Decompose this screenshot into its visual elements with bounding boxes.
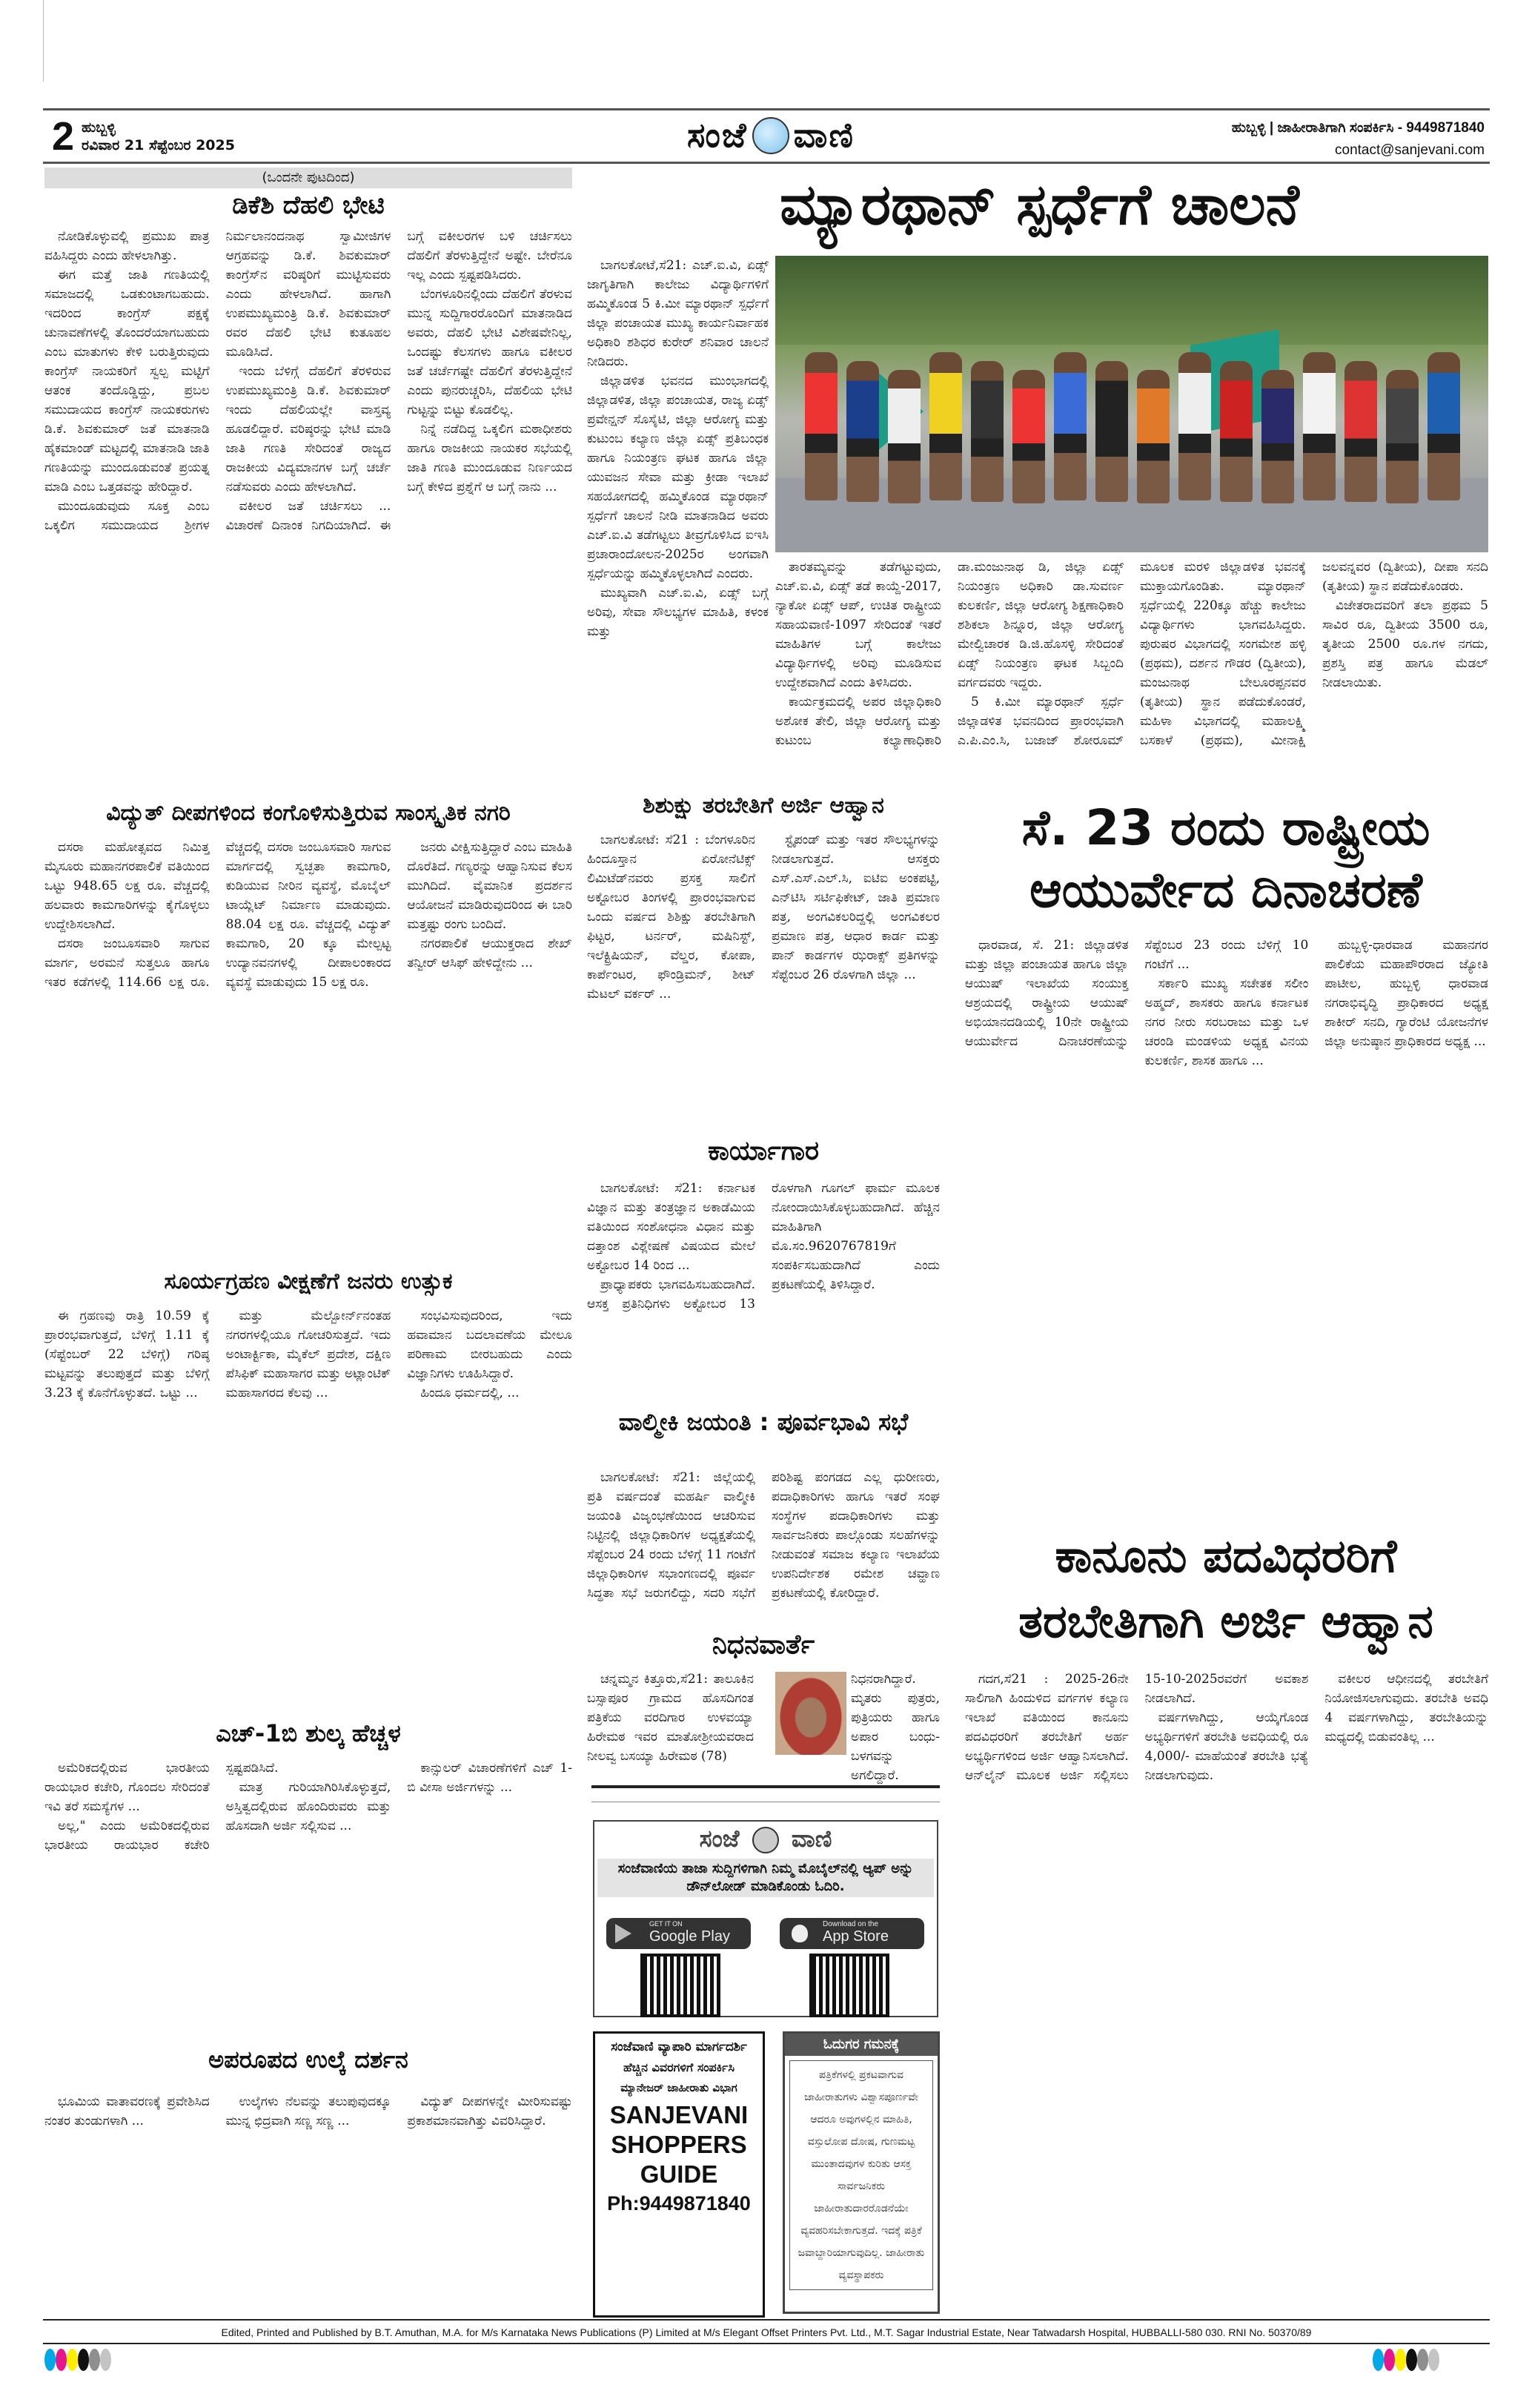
paragraph: ಬೆಂಗಳೂರಿನಲ್ಲಿಂದು ದೆಹಲಿಗೆ ತೆರಳುವ ಮುನ್ನ ಸುದ್ದಿಗಾರರೊಂದಿಗೆ ಮಾತನಾಡಿದ ಅವರು, ದೆಹಲಿ ಭೇಟಿ ವಿಶೇಷವೇನಿಲ್ಲ, ಒಂದಷ್ಟು ಕೆಲಸಗಳು ಹಾಗೂ ವಕೀಲರ ಜತೆ ಚರ್ಚೆಗಷ್ಟೇ ದೆಹಲಿಗೆ ತೆರಳುತ್ತಿದ್ದೇನೆ ಎಂದು ಪುನರುಚ್ಚರಿಸಿ, ದೆಹಲಿಯ ಭೇಟಿ ಗುಟ್ಟನ್ನು ಬಿಟ್ಟು ಕೊಡಲಿಲ್ಲ.	[407, 287, 572, 417]
paragraph: ಮತ್ತು ಮೆಲ್ಬೋರ್ನ್‌ನಂತಹ ನಗರಗಳಲ್ಲಿಯೂ ಗೋಚರಿಸುತ್ತದೆ. ಇದು ಅಂಟಾರ್ಕ್ಟಿಕಾ, ಮೈಕೆಲ್ ಪ್ರದೇಶ, ದಕ್ಷಿಣ ಪೆಸಿಫಿಕ್ ಮಹಾಸಾಗರ ಮತ್ತು ಅಟ್ಲಾಂಟಿಕ್ ಮಹಾಸಾಗರದ ಕೆಲವು ...	[225, 1309, 391, 1400]
registration-dot	[1428, 2349, 1439, 2371]
notice-title: ಓದುಗರ ಗಮನಕ್ಕೆ	[785, 2034, 938, 2056]
paragraph: ವಕೀಲರ ಜತೆ ಚರ್ಚಿಸಲು ... ವಿಚಾರಣೆ ದಿನಾಂಕ ನಿಗದಿಯಾಗಿದೆ. ಈ ಬಗ್ಗೆ ವಕೀಲರಗಳ ಬಳಿ ಚರ್ಚಿಸಲು ದೆಹಲಿಗೆ ತೆರಳುತ್ತಿದ್ದೇನೆ ಅಷ್ಟೇ. ಬೇರೆನೂ ಇಲ್ಲ ಎಂದು ಸ್ಪಷ್ಟಪಡಿಸಿದರು.	[225, 229, 572, 533]
headline-h1b: ಎಚ್-1ಬಿ ಶುಲ್ಕ ಹೆಚ್ಚಳ	[216, 1719, 401, 1747]
runner-figure	[1303, 352, 1336, 500]
google-play-big: Google Play	[649, 1928, 730, 1945]
dove-globe-icon	[752, 1827, 779, 1853]
headline-valmiki: ವಾಲ್ಮೀಕಿ ಜಯಂತಿ : ಪೂರ್ವಭಾವಿ ಸಭೆ	[618, 1408, 909, 1436]
app-download-ad[interactable]	[593, 1820, 938, 2017]
paragraph: 5 ಕಿ.ಮೀ ಮ್ಯಾರಥಾನ್ ಸ್ಪರ್ಧೆ ಜಿಲ್ಲಾಡಳಿತ ಭವನದಿಂದ ಪ್ರಾರಂಭವಾಗಿ ಎ.ಪಿ.ಎಂ.ಸಿ, ಬಜಾಜ್ ಶೋರೂಮ್ ಮೂಲಕ ಮರಳಿ ಜಿಲ್ಲಾಡಳಿತ ಭವನಕ್ಕೆ ಮುಕ್ತಾಯಗೊಂಡಿತು. ಮ್ಯಾರಥಾನ್ ಸ್ಪರ್ಧೆಯಲ್ಲಿ 220ಕ್ಕೂ ಹೆಚ್ಚು ಕಾಲೇಜು ವಿದ್ಯಾರ್ಥಿಗಳು ಭಾಗವಹಿಸಿದ್ದರು. ಪುರುಷರ ವಿಭಾಗದಲ್ಲಿ ಸಂಗಮೇಶ ಹಳ್ಳಿ (ಪ್ರಥಮ), ದರ್ಶನ ಗೌಡರ (ದ್ವಿತೀಯ), ಮಂಜುನಾಥ ಬೇಲೂರಪ್ಪನವರ (ತೃತೀಯ) ಸ್ಥಾನ ಪಡೆದುಕೊಂಡರೆ, ಮಹಿಳಾ ವಿಭಾಗದಲ್ಲಿ ಮಹಾಲಕ್ಷ್ಮಿ ಬಸಕಾಳೆ (ಪ್ರಥಮ), ಮೀನಾಕ್ಷಿ ಜಲವನ್ನವರ (ದ್ವಿತೀಯ), ದೀಪಾ ಸನದಿ (ತೃತೀಯ) ಸ್ಥಾನ ಪಡೆದುಕೊಂಡರು.	[958, 560, 1488, 748]
shoppers-line3: ಮ್ಯಾನೇಜರ್ ಜಾಹೀರಾತು ವಿಭಾಗ	[620, 2081, 737, 2094]
google-play-button[interactable]	[606, 1918, 751, 1949]
shoppers-title: SANJEVANI SHOPPERS GUIDE	[609, 2101, 749, 2188]
road	[775, 478, 1488, 552]
paragraph: ದಸರಾ ಜಂಬೂಸವಾರಿ ಸಾಗುವ ಮಾರ್ಗ, ಅರಮನೆ ಸುತ್ತಲೂ ಹಾಗೂ ಇತರ ಕಡೆಗಳಲ್ಲಿ 114.66 ಲಕ್ಷ ರೂ. ವೆಚ್ಚದಲ್ಲಿ ದಸರಾ ಜಂಬೂಸವಾರಿ ಸಾಗುವ ಮಾರ್ಗದಲ್ಲಿ ಸ್ವಚ್ಛತಾ ಕಾಮಗಾರಿ, ಕುಡಿಯುವ ನೀರಿನ ವ್ಯವಸ್ಥೆ, ಮೊಬೈಲ್ ಟಾಯ್ಲೆಟ್ ನಿರ್ಮಾಣ ಮಾಡುವುದು. 88.04 ಲಕ್ಷ ರೂ. ವೆಚ್ಚದಲ್ಲಿ ವಿದ್ಯುತ್ ಕಾಮಗಾರಿ, 20 ಕ್ಕೂ ಮೇಲ್ಪಟ್ಟ ಉದ್ಯಾನವನಗಳಲ್ಲಿ ದೀಪಾಲಂಕಾರದ ವ್ಯವಸ್ಥೆ ಮಾಡುವುದು 15 ಲಕ್ಷ ರೂ.	[44, 840, 391, 990]
paragraph: ಸರ್ಕಾರಿ ಮುಖ್ಯ ಸಚೇತಕ ಸಲೀಂ ಅಹ್ಮದ್, ಶಾಸಕರು ಹಾಗೂ ಕರ್ನಾಟಕ ನಗರ ನೀರು ಸರಬರಾಜು ಮತ್ತು ಒಳ ಚರಂಡಿ ಮಂಡಳಿಯ ಅಧ್ಯಕ್ಷ ವಿನಯ ಕುಲಕರ್ಣಿ, ಶಾಸಕ ಹಾಗೂ ...	[1144, 976, 1309, 1068]
paragraph: ಸ್ಟೈಪಂಡ್ ಮತ್ತು ಇತರ ಸೌಲಭ್ಯಗಳನ್ನು ನೀಡಲಾಗುತ್ತದೆ. ಆಸಕ್ತರು ಎಸ್.ಎಸ್.ಎಲ್.ಸಿ, ಐಟಿಐ ಅಂಕಪಟ್ಟಿ, ಎನ್‌ಟಿಸಿ ಸರ್ಟಿಫಿಕೇಟ್, ಜಾತಿ ಪ್ರಮಾಣ ಪತ್ರ, ಅಂಗವಿಕಲರಿದ್ದಲ್ಲಿ ಅಂಗವಿಕಲರ ಪ್ರಮಾಣ ಪತ್ರ, ಆಧಾರ ಕಾರ್ಡ ಮತ್ತು ಪಾನ್ ಕಾರ್ಡಗಳ ಝರಾಕ್ಸ್ ಪ್ರತಿಗಳನ್ನು ಸೆಪ್ಟೆಂಬರ 26 ರೊಳಗಾಗಿ ಜಿಲ್ಲಾ ...	[772, 833, 940, 982]
section-rule	[591, 1785, 940, 1788]
headline-law-line1: ಕಾನೂನು ಪದವಿಧರರಿಗೆ	[1055, 1529, 1397, 1583]
paragraph: ಮುಖ್ಯವಾಗಿ ಎಚ್.ಐ.ವಿ, ಏಡ್ಸ್ ಬಗ್ಗೆ ಅರಿವು, ಸೇವಾ ಸೌಲಭ್ಯಗಳ ಮಾಹಿತಿ, ಕಳಂಕ ಮತ್ತು	[587, 586, 769, 639]
headline-law-line2: ತರಬೇತಿಗಾಗಿ ಅರ್ಜಿ ಆಹ್ವಾನ	[1018, 1594, 1433, 1648]
article-apprentice-body	[587, 830, 940, 1127]
runner-figure	[846, 361, 879, 502]
runner-figure	[1220, 361, 1253, 502]
paragraph: ಈ ಗ್ರಹಣವು ರಾತ್ರಿ 10.59 ಕ್ಕೆ ಪ್ರಾರಂಭವಾಗುತ್ತದೆ, ಬೆಳಿಗ್ಗೆ 1.11 ಕ್ಕೆ (ಸೆಪ್ಟೆಂಬರ್ 22 ಬೆಳಿಗ್ಗೆ) ಗರಿಷ್ಠ ಮಟ್ಟವನ್ನು ತಲುಪುತ್ತದೆ ಮತ್ತು ಬೆಳಿಗ್ಗೆ 3.23 ಕ್ಕೆ ಕೊನೆಗೊಳ್ಳುತದೆ. ಒಟ್ಟು ...	[44, 1309, 210, 1400]
ad-contact: ಹುಬ್ಬಳ್ಳಿ | ಜಾಹೀರಾತಿಗಾಗಿ ಸಂಪರ್ಕಿಸಿ - 9449871840	[1231, 120, 1485, 136]
runner-figure	[971, 361, 1004, 502]
headline-ayurveda-line1: ಸೆ. 23 ರಂದು ರಾಷ್ಟ್ರೀಯ	[1021, 799, 1430, 856]
dove-globe-icon	[752, 117, 789, 154]
paragraph: ದಸರಾ ಮಹೋತ್ಸವದ ನಿಮಿತ್ತ ಮೈಸೂರು ಮಹಾನಗರಪಾಲಿಕೆ ವತಿಯಿಂದ ಒಟ್ಟು 948.65 ಲಕ್ಷ ರೂ. ವೆಚ್ಚದಲ್ಲಿ ಹಲವಾರು ಕಾಮಗಾರಿಗಳನ್ನು ಕೈಗೊಳ್ಳಲು ಉದ್ದೇಶಿಸಲಾಗಿದೆ.	[44, 840, 210, 932]
continued-label: (ಒಂದನೇ ಪುಟದಿಂದ)	[44, 168, 572, 188]
paragraph: ಕಾರ್ಯಕ್ರಮದಲ್ಲಿ ಅಪರ ಜಿಲ್ಲಾಧಿಕಾರಿ ಅಶೋಕ ತೇಲಿ, ಜಿಲ್ಲಾ ಆರೋಗ್ಯ ಮತ್ತು ಕುಟುಂಬ ಕಲ್ಯಾಣಾಧಿಕಾರಿ ಡಾ.ಮಂಜುನಾಥ ಡಿ, ಜಿಲ್ಲಾ ಏಡ್ಸ್ ನಿಯಂತ್ರಣ ಅಧಿಕಾರಿ ಡಾ.ಸುವರ್ಣ ಕುಲಕರ್ಣಿ, ಜಿಲ್ಲಾ ಆರೋಗ್ಯ ಶಿಕ್ಷಣಾಧಿಕಾರಿ ಶಶಿಕಲಾ ಶಿನ್ನೂರ, ಜಿಲ್ಲಾ ಆರೋಗ್ಯ ಮೇಲ್ವಿಚಾರಕ ಡಿ.ಜಿ.ಹೊಸಳ್ಳಿ ಸೇರಿದಂತೆ ಏಡ್ಸ್ ನಿಯಂತ್ರಣ ಘಟಕ ಸಿಬ್ಬಂದಿ ವರ್ಗದವರು ಇದ್ದರು.	[775, 560, 1124, 748]
runner-figure	[1012, 370, 1045, 503]
paragraph: ಬಾಗಲಕೋಟೆ: ಸೆ21: ಜಿಲ್ಲೆಯಲ್ಲಿ ಪ್ರತಿ ವರ್ಷದಂತೆ ಮಹರ್ಷಿ ವಾಲ್ಮೀಕಿ ಜಯಂತಿ ವಿಜೃಂಭಣೆಯಿಂದ ಆಚರಿಸುವ ನಿಟ್ಟಿನಲ್ಲಿ ಜಿಲ್ಲಾಧಿಕಾರಿಗಳ ಅಧ್ಯಕ್ಷತೆಯಲ್ಲಿ ಸೆಪ್ಟೆಂಬರ 24 ರಂದು ಬೆಳಿಗ್ಗೆ 11 ಗಂಟೆಗೆ ಜಿಲ್ಲಾಧಿಕಾರಿಗಳ ಸಭಾಂಗಣದಲ್ಲಿ ಪೂರ್ವ ಸಿದ್ಧತಾ ಸಭೆ ಜರುಗಲಿದ್ದು, ಸದರಿ ಸಭೆಗೆ ಪರಿಶಿಷ್ಟ ಪಂಗಡದ ಎಲ್ಲ ಧುರೀಣರು, ಪದಾಧಿಕಾರಿಗಳು ಹಾಗೂ ಇತರೆ ಸಂಘ ಸಂಸ್ಥೆಗಳ ಪದಾಧಿಕಾರಿಗಳು ಮತ್ತು ಸಾರ್ವಜನಿಕರು ಪಾಲ್ಗೊಂಡು ಸಲಹೆಗಳನ್ನು ನೀಡುವಂತೆ ಸಮಾಜ ಕಲ್ಯಾಣ ಇಲಾಖೆಯ ಉಪನಿರ್ದೇಶಕ ರಮೇಶ ಚವ್ಹಾಣ ಪ್ರಕಟಣೆಯಲ್ಲಿ ಕೋರಿದ್ದಾರೆ.	[587, 1470, 940, 1601]
article-marathon-lead	[587, 256, 769, 786]
header-contact	[1232, 117, 1485, 162]
registration-dot	[56, 2349, 67, 2371]
paragraph: ಇಂದು ಬೆಳಿಗ್ಗೆ ದೆಹಲಿಗೆ ತೆರಳಿರುವ ಉಪಮುಖ್ಯಮಂತ್ರಿ ಡಿ.ಕೆ. ಶಿವಕುಮಾರ್ ಇಂದು ದೆಹಲಿಯಲ್ಲೇ ವಾಸ್ತವ್ಯ ಹೂಡಲಿದ್ದಾರೆ. ವರಿಷ್ಠರನ್ನು ಭೇಟಿ ಮಾಡಿ ಜಾತಿ ಗಣತಿ ಸೇರಿದಂತೆ ರಾಜ್ಯದ ರಾಜಕೀಯ ವಿದ್ಯಮಾನಗಳ ಬಗ್ಗೆ ಚರ್ಚೆ ನಡೆಸುವರು ಎಂದು ಹೇಳಲಾಗಿದೆ.	[225, 364, 391, 494]
paragraph: ಸಂಭವಿಸುವುದರಿಂದ, ಇದು ಹವಾಮಾನ ಬದಲಾವಣೆಯ ಮೇಲೂ ಪರಿಣಾಮ ಬೀರಬಹುದು ಎಂದು ವಿಜ್ಞಾನಿಗಳು ಊಹಿಸಿದ್ದಾರೆ.	[407, 1309, 572, 1381]
notice-text: ಪತ್ರಿಕೆಗಳಲ್ಲಿ ಪ್ರಕಟವಾಗುವ ಜಾಹೀರಾತುಗಳು ವಿಶ್ವಾಸಪೂರ್ಣವೇ ಆದರೂ ಅವುಗಳಲ್ಲಿನ ಮಾಹಿತಿ, ವಸ್ತುಲೋಪ ದೋಷ, ಗುಣಮಟ್ಟ ಮುಂತಾದವುಗಳ ಕುರಿತು ಆಸಕ್ತ ಸಾರ್ವಜನಿಕರು ಜಾಹೀರಾತುದಾರರೊಡನೆಯೇ ವ್ಯವಹರಿಸಬೇಕಾಗುತ್ತದೆ. ಇದಕ್ಕೆ ಪತ್ರಿಕೆ ಜವಾಬ್ದಾರಿಯಾಗುವುದಿಲ್ಲ. ಜಾಹೀರಾತು ವ್ಯವಸ್ಥಾಪಕರು	[789, 2060, 933, 2290]
play-icon	[615, 1924, 631, 1943]
paragraph: ಬಾಗಲಕೋಟೆ,ಸೆ21: ಎಚ್.ಐ.ವಿ, ಏಡ್ಸ್ ಜಾಗೃತಿಗಾಗಿ ಕಾಲೇಜು ವಿದ್ಯಾರ್ಥಿಗಳಿಗೆ ಹಮ್ಮಿಕೊಂಡ 5 ಕಿ.ಮೀ ಮ್ಯಾರಥಾನ್ ಸ್ಪರ್ಧೆಗೆ ಜಿಲ್ಲಾ ಪಂಚಾಯತ ಮುಖ್ಯ ಕಾರ್ಯನಿರ್ವಾಹಕ ಅಧಿಕಾರಿ ಶಶಿಧರ ಕುರೇರ್ ಶನಿವಾರ ಚಾಲನೆ ನೀಡಿದರು.	[587, 258, 769, 369]
article-workshop-body	[587, 1179, 940, 1401]
paragraph: ಬಾಗಲಕೋಟೆ: ಸೆ21: ಕರ್ನಾಟಕ ವಿಜ್ಞಾನ ಮತ್ತು ತಂತ್ರಜ್ಞಾನ ಅಕಾಡೆಮಿಯ ವತಿಯಿಂದ ಸಂಶೋಧನಾ ವಿಧಾನ ಮತ್ತು ದತ್ತಾಂಶ ವಿಶ್ಲೇಷಣೆ ವಿಷಯದ ಮೇಲೆ ಅಕ್ಟೋಬರ 14 ರಿಂದ ...	[587, 1181, 755, 1273]
apple-icon	[792, 1925, 808, 1942]
paragraph: ಹುಬ್ಬಳ್ಳಿ-ಧಾರವಾಡ ಮಹಾನಗರ ಪಾಲಿಕೆಯ ಮಹಾಪೌರರಾದ ಜ್ಯೋತಿ ಪಾಟೀಲ, ಹುಬ್ಬಳ್ಳಿ ಧಾರವಾಡ ನಗರಾಭಿವೃದ್ಧಿ ಪ್ರಾಧಿಕಾರದ ಅಧ್ಯಕ್ಷ ಶಾಕೀರ್ ಸನದಿ, ಗ್ಯಾರೆಂಟಿ ಯೋಜನೆಗಳ ಜಿಲ್ಲಾ ಅನುಷ್ಠಾನ ಪ್ರಾಧಿಕಾರದ ಅಧ್ಯಕ್ಷ ...	[1324, 938, 1488, 1049]
shoppers-phone: Ph:9449871840	[607, 2192, 751, 2214]
runner-figure	[1095, 361, 1128, 502]
article-law-body	[965, 1670, 1488, 2292]
headline-obituary: ನಿಧನವಾರ್ತೆ	[712, 1630, 815, 1660]
top-rule	[43, 108, 1490, 110]
app-logo-left: ಸಂಜೆ	[699, 1825, 740, 1853]
registration-dot	[44, 2349, 56, 2371]
app-ad-message: ಸಂಜೆವಾಣಿಯ ತಾಜಾ ಸುದ್ದಿಗಳಿಗಾಗಿ ನಿಮ್ಮ ಮೊಬೈಲ್‌ನಲ್ಲಿ ಆ್ಯಪ್ ಅನ್ನು ಡೌನ್‌ಲೋಡ್ ಮಾಡಿಕೊಂಡು ಓದಿರಿ.	[597, 1859, 934, 1897]
app-store-button[interactable]	[780, 1918, 924, 1949]
paragraph: ಮುಂದೂಡುವುದು ಸೂಕ್ತ ಎಂಬ ಒಕ್ಕಲಿಗ ಸಮುದಾಯದ ಶ್ರೀಗಳ ನಿರ್ಮಲಾನಂದನಾಥ ಸ್ವಾಮೀಜಿಗಳ ಆಗ್ರಹವನ್ನು ಡಿ.ಕೆ. ಶಿವಕುಮಾರ್ ಕಾಂಗ್ರೆಸ್‌ನ ವರಿಷ್ಠರಿಗೆ ಮುಟ್ಟಿಸುವರು ಎಂದು ಹೇಳಲಾಗಿದೆ. ಹಾಗಾಗಿ ಉಪಮುಖ್ಯಮಂತ್ರಿ ಡಿ.ಕೆ. ಶಿವಕುಮಾರ್ ರವರ ದೆಹಲಿ ಭೇಟಿ ಕುತೂಹಲ ಮೂಡಿಸಿದೆ.	[44, 229, 391, 533]
runner-figure	[1178, 352, 1211, 500]
app-store-small: Download on the	[823, 1920, 879, 1928]
shoppers-line1: ಸಂಜೆವಾಣಿ ವ್ಯಾಪಾರಿ ಮಾರ್ಗದರ್ಶಿ	[611, 2040, 747, 2054]
headline-workshop: ಕಾರ್ಯಾಗಾರ	[707, 1136, 820, 1166]
paragraph: ಕಾನ್ಸುಲರ್ ವಿಚಾರಣೆಗಳಿಗೆ ಎಚ್ 1-ಬಿ ವೀಸಾ ಅರ್ಜಿಗಳನ್ನು ...	[407, 1761, 572, 1795]
paragraph: ತಾರತಮ್ಯವನ್ನು ತಡೆಗಟ್ಟುವುದು, ಎಚ್.ಐ.ವಿ, ಏಡ್ಸ್ ತಡೆ ಕಾಯ್ದೆ-2017, ನ್ಯಾಕೋ ಏಡ್ಸ್ ಆಪ್, ಉಚಿತ ರಾಷ್ಟ್ರೀಯ ಸಹಾಯವಾಣಿ-1097 ಸೇರಿದಂತೆ ಇತರೆ ಮಾಹಿತಿಗಳ ಬಗ್ಗೆ ಕಾಲೇಜು ವಿದ್ಯಾರ್ಥಿಗಳಲ್ಲಿ ಅರಿವು ಮೂಡಿಸುವ ಉದ್ದೇಶವಾಗಿದೆ ಎಂದು ತಿಳಿಸಿದರು.	[775, 560, 941, 690]
registration-dot	[100, 2349, 111, 2371]
paragraph: ಹಿಂದೂ ಧರ್ಮದಲ್ಲಿ, ...	[420, 1386, 520, 1400]
article-meteor-body	[44, 2092, 572, 2292]
registration-dot	[89, 2349, 100, 2371]
page-info	[52, 114, 235, 159]
obituary-left: ಚನ್ನಮ್ಮನ ಕಿತ್ತೂರು,ಸೆ21: ತಾಲೂಕಿನ ಬಸ್ಸಾಪೂರ ಗ್ರಾಮದ ಹೊಸದಿಗಂತ ಪತ್ರಿಕೆಯ ವರದಿಗಾರ ಉಳವಯ್ಯಾ ಹಿರೇಮಠ ಇವರ ಮಾತೋಶ್ರೀಯವರಾದ ನೀಲವ್ವ ಬಸಯ್ಯಾ ಹಿರೇಮಠ (78)	[587, 1672, 754, 1764]
shoppers-guide-ad	[593, 2031, 765, 2318]
paragraph: ನಿನ್ನೆ ನಡೆದಿದ್ದ ಒಕ್ಕಲಿಗ ಮಠಾಧೀಶರು ಹಾಗೂ ರಾಜಕೀಯ ನಾಯಕರ ಸಭೆಯಲ್ಲಿ ಜಾತಿ ಗಣತಿ ಮುಂದೂಡುವ ನಿರ್ಣಯದ ಬಗ್ಗೆ ಕೇಳಿದ ಪ್ರಶ್ನೆಗೆ ಆ ಬಗ್ಗೆ ನಾನು ...	[407, 422, 572, 494]
page-number: 2	[52, 114, 75, 159]
registration-dot	[1406, 2349, 1417, 2371]
obituary-portrait	[775, 1672, 846, 1755]
paragraph: ಧಾರವಾಡ, ಸೆ. 21: ಜಿಲ್ಲಾಡಳಿತ ಮತ್ತು ಜಿಲ್ಲಾ ಪಂಚಾಯತ ಹಾಗೂ ಜಿಲ್ಲಾ ಆಯುಷ್ ಇಲಾಖೆಯ ಸಂಯುಕ್ತ ಆಶ್ರಯದಲ್ಲಿ ರಾಷ್ಟ್ರೀಯ ಆಯುಷ್ ಅಭಿಯಾನದಡಿಯಲ್ಲಿ 10ನೇ ರಾಷ್ಟ್ರೀಯ ಆಯುರ್ವೇದ ದಿನಾಚರಣೆಯನ್ನು ಸೆಪ್ಟೆಂಬರ 23 ರಂದು ಬೆಳಿಗ್ಗೆ 10 ಗಂಟೆಗೆ ...	[965, 938, 1309, 1049]
header-rule	[43, 162, 1490, 164]
registration-dot	[67, 2349, 78, 2371]
registration-dot	[1384, 2349, 1395, 2371]
headline-ayurveda	[964, 797, 1488, 922]
article-h1b-body	[44, 1759, 572, 2033]
headline-eclipse: ಸೂರ್ಯಗ್ರಹಣ ವೀಕ್ಷಣೆಗೆ ಜನರು ಉತ್ಸುಕ	[164, 1268, 453, 1294]
paragraph: ಜಿಲ್ಲಾಡಳಿತ ಭವನದ ಮುಂಭಾಗದಲ್ಲಿ ಜಿಲ್ಲಾಡಳಿತ, ಜಿಲ್ಲಾ ಪಂಚಾಯತ, ರಾಜ್ಯ ಏಡ್ಸ್ ಪ್ರವೇನ್ಷನ್ ಸೊಸೈಟಿ, ಜಿಲ್ಲಾ ಆರೋಗ್ಯ ಮತ್ತು ಕುಟುಂಬ ಕಲ್ಯಾಣ ಜಿಲ್ಲಾ ಏಡ್ಸ್ ಪ್ರತಿಬಂಧಕ ಹಾಗೂ ನಿಯಂತ್ರಣ ಘಟಕ ಹಾಗೂ ಜಿಲ್ಲಾ ಯುವಜನ ಸೇವಾ ಮತ್ತು ಕ್ರೀಡಾ ಇಲಾಖೆ ಸಹಯೋಗದಲ್ಲಿ ಹಮ್ಮಿಕೊಂಡ ಮ್ಯಾರಥಾನ್ ಸ್ಪರ್ಧೆಗೆ ಚಾಲನೆ ನೀಡಿ ಮಾತನಾಡಿದ ಅವರು ಎಚ್.ಐ.ವಿ ತಡೆಗಟ್ಟಲು ತೀವ್ರಗೊಳಿಸಿದ ಐಇಸಿ ಪ್ರಚಾರಾಂದೋಲನ-2025ರ ಅಂಗವಾಗಿ ಸ್ಪರ್ಧೆಯನ್ನು ಹಮ್ಮಿಕೊಳ್ಳಲಾಗಿದೆ ಎಂದರು.	[587, 374, 769, 581]
contact-email[interactable]: contact@sanjevani.com	[1335, 142, 1485, 158]
headline-marathon: ಮ್ಯಾರಥಾನ್ ಸ್ಪರ್ಧೆಗೆ ಚಾಲನೆ	[780, 171, 1299, 237]
left-margin-line	[43, 0, 44, 82]
article-dk-delhi-body	[44, 227, 572, 790]
paragraph: ಭೂಮಿಯ ವಾತಾವರಣಕ್ಕೆ ಪ್ರವೇಶಿಸಿದ ನಂತರ ತುಂಡುಗಳಾಗಿ ...	[44, 2094, 210, 2128]
tree-canopy	[775, 256, 1488, 345]
google-play-small: GET IT ON	[649, 1920, 683, 1928]
headline-apprentice: ಶಿಶುಕ್ಷು ತರಬೇತಿಗೆ ಅರ್ಜಿ ಆಹ್ವಾನ	[643, 793, 884, 818]
masthead-logo	[652, 111, 889, 160]
app-logo-right: ವಾಣಿ	[791, 1825, 832, 1853]
registration-dot	[78, 2349, 89, 2371]
runner-figure	[805, 352, 838, 500]
edition-date: ರವಿವಾರ 21 ಸೆಪ್ಟೆಂಬರ 2025	[82, 137, 235, 153]
article-marathon-rest	[775, 558, 1488, 787]
runner-figure	[929, 352, 962, 500]
paragraph: ಜನರು ವೀಕ್ಷಿಸುತ್ತಿದ್ದಾರೆ ಎಂಬ ಮಾಹಿತಿ ದೊರೆತಿದೆ. ಗಣ್ಯರನ್ನು ಆಹ್ವಾನಿಸುವ ಕೆಲಸ ಮುಗಿದಿದೆ. ವೈಮಾನಿಕ ಪ್ರದರ್ಶನ ಆಯೋಜನೆ ಮಾಡಿರುವುದರಿಂದ ಈ ಬಾರಿ ಮತ್ತಷ್ಟು ರಂಗು ಬಂದಿದೆ.	[407, 840, 572, 932]
headline-lights: ವಿದ್ಯುತ್ ದೀಪಗಳಿಂದ ಕಂಗೊಳಿಸುತ್ತಿರುವ ಸಾಂಸ್ಕೃತಿಕ ನಗರಿ	[106, 800, 511, 826]
article-valmiki-body	[587, 1468, 940, 1616]
registration-dot	[1395, 2349, 1406, 2371]
imprint-line: Edited, Printed and Published by B.T. Amuthan, M.A. for M/s Karnataka News Publications (P) Limited at M/s Elegant Offset Printers Pvt. Ltd., M.T. Sagar Industrial Estate, Near Tatwadarsh Hospital, HUBBALLI-580 030. RNI No. 50370/89	[221, 2326, 1312, 2338]
headline-dk-delhi: ಡಿಕೆಶಿ ದೆಹಲಿ ಭೇಟಿ	[232, 191, 385, 220]
article-ayurveda-body	[965, 936, 1488, 1506]
paragraph: ಅಮೆರಿಕದಲ್ಲಿರುವ ಭಾರತೀಯ ರಾಯಭಾರ ಕಚೇರಿ, ಗೊಂದಲ ಸೇರಿದಂತೆ ಇವಿ ತರೆ ಸಮಸ್ಯೆಗಳ ...	[44, 1761, 210, 1814]
runner-figure	[1386, 370, 1419, 503]
obituary-right: ನಿಧನರಾಗಿದ್ದಾರೆ. ಮೃತರು ಪುತ್ರರು, ಪುತ್ರಿಯರು ಹಾಗೂ ಅಪಾರ ಬಂಧು-ಬಳಗವನ್ನು ಅಗಲಿದ್ದಾರೆ.	[851, 1672, 940, 1783]
app-store-big: App Store	[823, 1928, 889, 1945]
app-ad-logo	[594, 1825, 937, 1853]
paragraph: ಅಲ್ಲ," ಎಂದು ಅಮೆರಿಕದಲ್ಲಿರುವ ಭಾರತೀಯ ರಾಯಭಾರ ಕಚೇರಿ ಸ್ಪಷ್ಟಪಡಿಸಿದೆ.	[44, 1761, 279, 1853]
paragraph: ನಗರಪಾಲಿಕೆ ಆಯುಕ್ತರಾದ ಶೇಖ್ ತನ್ವೀರ್ ಆಸಿಫ್ ಹೇಳಿದ್ದೇನು ...	[407, 936, 572, 970]
runner-figure	[1344, 361, 1377, 502]
paragraph: ಉಲ್ಕೆಗಳು ನೆಲವನ್ನು ತಲುಪುವುದಕ್ಕೂ ಮುನ್ನ ಛಿದ್ರವಾಗಿ ಸಣ್ಣ ಸಣ್ಣ ...	[225, 2094, 391, 2128]
headline-law	[964, 1524, 1488, 1654]
masthead-right: ವಾಣಿ	[793, 115, 855, 155]
paragraph: ವಕೀಲರ ಆಧೀನದಲ್ಲಿ ತರಬೇತಿಗೆ ನಿಯೋಜಿಸಲಾಗುವುದು. ತರಬೇತಿ ಅವಧಿ 4 ವರ್ಷಗಳಾಗಿದ್ದು, ತರಬೇತಿಯನ್ನು ಮಧ್ಯದಲ್ಲಿ ಬಿಡುವಂತಿಲ್ಲ ...	[1324, 1672, 1488, 1744]
paragraph: ನೋಡಿಕೊಳ್ಳುವಲ್ಲಿ ಪ್ರಮುಖ ಪಾತ್ರ ವಹಿಸಿದ್ದರು ಎಂದು ಹೇಳಲಾಗಿತ್ತು.	[44, 229, 210, 263]
marathon-photo	[775, 256, 1488, 552]
registration-dot	[1373, 2349, 1384, 2371]
registration-dot	[1417, 2349, 1428, 2371]
runner-figure	[1261, 370, 1294, 503]
footer-rule-top	[43, 2319, 1490, 2321]
google-play-qr-code[interactable]	[640, 1954, 720, 2017]
headline-meteor: ಅಪರೂಪದ ಉಲ್ಕೆ ದರ್ಶನ	[208, 2045, 408, 2074]
paragraph: ಬಾಗಲಕೋಟೆ: ಸೆ21 : ಬೆಂಗಳೂರಿನ ಹಿಂದೂಸ್ತಾನ ಏರೋನೆಟಿಕ್ಸ್ ಲಿಮಿಟೆಡ್‌ನವರು ಪ್ರಸಕ್ತ ಸಾಲಿಗೆ ಅಕ್ಟೋಬರ ತಿಂಗಳಲ್ಲಿ ಪ್ರಾರಂಭವಾಗುವ ಒಂದು ವರ್ಷದ ಶಿಶಿಕ್ಷು ತರಬೇತಿಗಾಗಿ ಫಿಟ್ಟರ, ಟರ್ನರ್, ಮಷಿನಿಸ್ಟ್, ಇಲೆಕ್ಟ್ರಿಷಿಯನ್, ವೆಲ್ಡರ, ಕೋಪಾ, ಕಾರ್ಪೆಂಟರ, ಫೌಂಡ್ರಿಮನ್, ಶೀಟ್ ಮೆಟಲ್ ವರ್ಕರ್ ...	[587, 833, 755, 1002]
readers-notice	[783, 2031, 940, 2314]
edition-city: ಹುಬ್ಬಳ್ಳಿ	[82, 119, 116, 136]
paragraph: ವಿದ್ಯುತ್ ದೀಪಗಳನ್ನೇ ಮೀರಿಸುವಷ್ಟು ಪ್ರಕಾಶಮಾನವಾಗಿತ್ತು ವಿವರಿಸಿದ್ದಾರೆ.	[407, 2094, 572, 2128]
paragraph: ವರ್ಷಗಳಾಗಿದ್ದು, ಆಯ್ಕೆಗೊಂಡ ಅಭ್ಯರ್ಥಿಗಳಿಗೆ ತರಬೇತಿ ಅವಧಿಯಲ್ಲಿ ರೂ 4,000/- ಮಾಹೆಯಂತೆ ತರಬೇತಿ ಭತ್ಯೆ ನೀಡಲಾಗುವುದು.	[1144, 1710, 1309, 1783]
paragraph: ಪ್ರಾಧ್ಯಾಪಕರು ಭಾಗವಹಿಸಬಹುದಾಗಿದೆ. ಆಸಕ್ತ ಪ್ರತಿನಿಧಿಗಳು ಅಕ್ಟೋಬರ 13 ರೊಳಗಾಗಿ ಗೂಗಲ್ ಫಾರ್ಮ ಮೂಲಕ ನೋಂದಾಯಿಸಿಕೊಳ್ಳಬಹುದಾಗಿದೆ. ಹೆಚ್ಚಿನ ಮಾಹಿತಿಗಾಗಿ ಮೊ.ಸಂ.9620767819ಗೆ ಸಂಪರ್ಕಿಸಬಹುದಾಗಿದೆ ಎಂದು ಪ್ರಕಟಣೆಯಲ್ಲಿ ತಿಳಿಸಿದ್ದಾರೆ.	[587, 1181, 940, 1312]
headline-ayurveda-line2: ಆಯುರ್ವೇದ ದಿನಾಚರಣೆ	[1029, 861, 1422, 919]
runner-figure	[1054, 352, 1087, 500]
runner-figure	[888, 370, 921, 503]
masthead-left: ಸಂಜೆ	[687, 115, 748, 155]
footer-rule-bottom	[43, 2343, 1490, 2344]
article-lights-body	[44, 838, 572, 1260]
paragraph: ವಿಜೇತರಾದವರಿಗೆ ತಲಾ ಪ್ರಥಮ 5 ಸಾವಿರ ರೂ, ದ್ವಿತೀಯ 3500 ರೂ, ತೃತೀಯ 2500 ರೂ.ಗಳ ನಗದು, ಪ್ರಶಸ್ತಿ ಪತ್ರ ಹಾಗೂ ಮೆಡಲ್ ನೀಡಲಾಯಿತು.	[1322, 598, 1488, 690]
runner-figure	[1427, 352, 1460, 500]
paragraph: ಈಗ ಮತ್ತೆ ಜಾತಿ ಗಣತಿಯಲ್ಲಿ ಸಮಾಜದಲ್ಲಿ ಒಡಕುಂಟಾಗಬಹುದು. ಇದರಿಂದ ಕಾಂಗ್ರೆಸ್ ಪಕ್ಷಕ್ಕೆ ಚುನಾವಣೆಗಳಲ್ಲಿ ತೊಂದರೆಯಾಗಬಹುದು ಎಂಬ ಮಾತುಗಳು ಕೇಳಿ ಬರುತ್ತಿರುವುದು ಕಾಂಗ್ರೆಸ್ ನಾಯಕರಿಗೆ ಸ್ವಲ್ಪ ಮಟ್ಟಿಗೆ ಆತಂಕ ತಂದೊಡ್ಡಿದ್ದು, ಪ್ರಬಲ ಸಮುದಾಯದ ಕಾಂಗ್ರೆಸ್ ನಾಯಕರುಗಳು ಡಿ.ಕೆ. ಶಿವಕುಮಾರ್ ಜತೆ ಮಾತನಾಡಿ ಹೈಕಮಾಂಡ್ ಮಟ್ಟದಲ್ಲಿ ಮಾತನಾಡಿ ಜಾತಿ ಗಣತಿಯನ್ನು ಮುಂದೂಡುವಂತೆ ಪ್ರಯತ್ನ ಮಾಡಿ ಎಂಬ ಒತ್ತಡವನ್ನು ಹೇರಿದ್ದಾರೆ.	[44, 268, 210, 494]
paragraph: ಗದಗ,ಸೆ21 : 2025-26ನೇ ಸಾಲಿಗಾಗಿ ಹಿಂದುಳಿದ ವರ್ಗಗಳ ಕಲ್ಯಾಣ ಇಲಾಖೆ ವತಿಯಿಂದ ಕಾನೂನು ಪದವಿಧರರಿಗೆ ತರಬೇತಿಗೆ ಅರ್ಹ ಅಭ್ಯರ್ಥಿಗಳಿಂದ ಅರ್ಜಿ ಆಹ್ವಾನಿಸಲಾಗಿದೆ. ಆನ್‌ಲೈನ್ ಮೂಲಕ ಅರ್ಜಿ ಸಲ್ಲಿಸಲು 15-10-2025ರವರೆಗೆ ಅವಕಾಶ ನೀಡಲಾಗಿದೆ.	[965, 1672, 1309, 1783]
article-eclipse-body	[44, 1306, 572, 1710]
runner-figure	[1137, 370, 1170, 503]
paragraph: ಮಾತ್ರ ಗುರಿಯಾಗಿರಿಸಿಕೊಳ್ಳುತ್ತದೆ, ಅಸ್ತಿತ್ವದಲ್ಲಿರುವ ಹೊಂದಿರುವರು ಮತ್ತು ಹೊಸದಾಗಿ ಅರ್ಜಿ ಸಲ್ಲಿಸುವ ...	[225, 1780, 391, 1833]
app-store-qr-code[interactable]	[809, 1954, 889, 2017]
shoppers-line2: ಹೆಚ್ಚಿನ ವಿವರಗಳಿಗೆ ಸಂಪರ್ಕಿಸಿ	[623, 2060, 735, 2074]
